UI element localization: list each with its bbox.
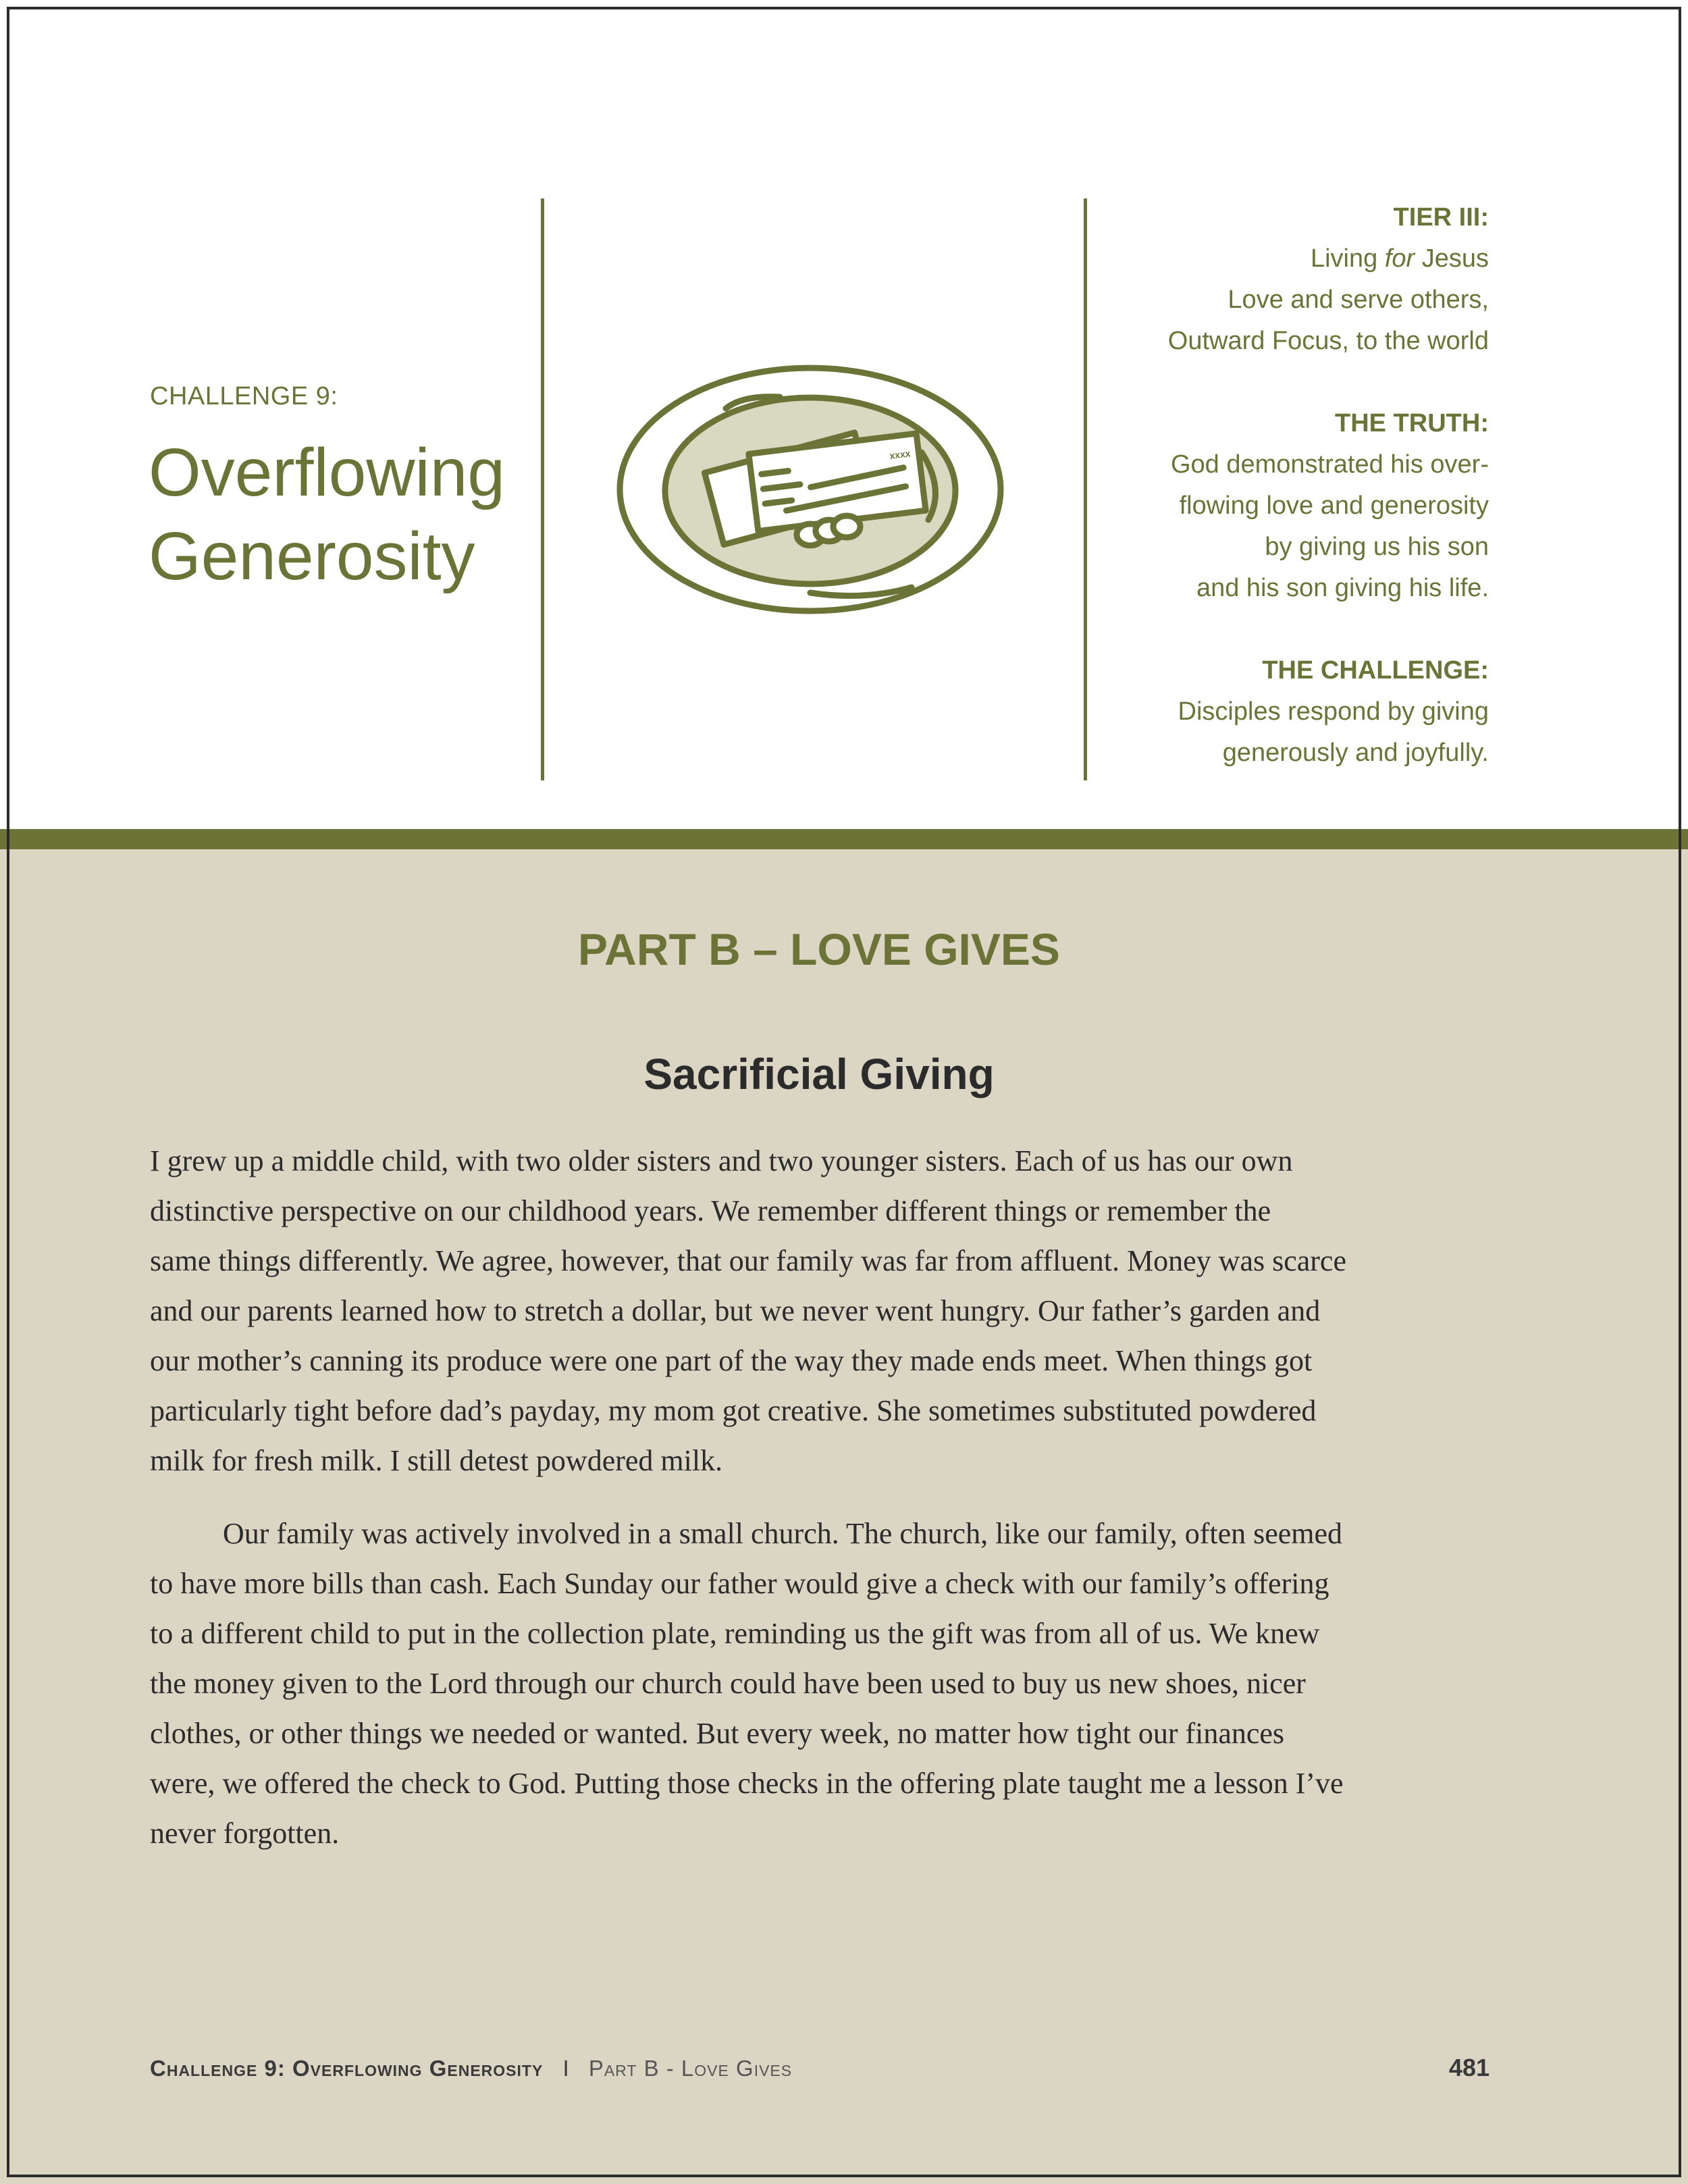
- title-line: Overflowing: [149, 435, 505, 510]
- text-line: and our parents learned how to stretch a dollar, but we never went hungry. Our father’s garden and: [150, 1294, 1321, 1327]
- footer-chapter: Challenge 9: Overflowing Generosity: [150, 2056, 544, 2081]
- footer-part: Part B - Love Gives: [588, 2056, 793, 2081]
- challenge-title: [149, 431, 505, 598]
- tier-heading: TIER III:: [1393, 203, 1489, 232]
- text-line: milk for fresh milk. I still detest powdered milk.: [150, 1444, 723, 1477]
- offering-plate-icon: [614, 358, 1006, 621]
- title-line: Generosity: [149, 518, 475, 594]
- text-line: clothes, or other things we needed or wanted. But every week, no matter how tight our finances: [150, 1717, 1285, 1750]
- footer-separator: I: [562, 2056, 569, 2081]
- tier-line: Living for Jesus: [1310, 244, 1489, 273]
- text-line: particularly tight before dad’s payday, my mom got creative. She sometimes substituted powdered: [150, 1394, 1317, 1427]
- truth-line: God demonstrated his over-: [1170, 450, 1489, 479]
- tier-line: Love and serve others,: [1228, 286, 1489, 314]
- text-line: were, we offered the check to God. Putting those checks in the offering plate taught me a lesson I’ve: [150, 1767, 1344, 1800]
- page-number: 481: [1448, 2054, 1489, 2081]
- challenge-line: generously and joyfully.: [1222, 739, 1489, 767]
- section-title: Sacrificial Giving: [643, 1050, 995, 1098]
- challenge-line: Disciples respond by giving: [1178, 697, 1489, 726]
- paragraph: [150, 1509, 1500, 1859]
- running-footer: [150, 2056, 792, 2081]
- text-line: I grew up a middle child, with two older sisters and two younger sisters. Each of us has our own: [150, 1144, 1293, 1177]
- paragraph: [150, 1136, 1500, 1486]
- vertical-divider: [1084, 198, 1087, 780]
- text-line: the money given to the Lord through our church could have been used to buy us new shoes, nicer: [150, 1667, 1306, 1700]
- check-mark-text: xxxx: [889, 448, 912, 461]
- text-line: Our family was actively involved in a small church. The church, like our family, often seemed: [223, 1517, 1343, 1550]
- text-line: to a different child to put in the collection plate, reminding us the gift was from all of us. We knew: [150, 1617, 1320, 1650]
- truth-heading: THE TRUTH:: [1335, 409, 1489, 437]
- part-title: PART B – LOVE GIVES: [578, 924, 1060, 974]
- text-line: our mother’s canning its produce were one part of the way they made ends meet. When things got: [150, 1344, 1313, 1377]
- text-line: to have more bills than cash. Each Sunday our father would give a check with our family’s offering: [150, 1567, 1329, 1600]
- truth-line: by giving us his son: [1265, 533, 1489, 561]
- section-band: [0, 829, 1688, 849]
- truth-line: flowing love and generosity: [1179, 491, 1489, 520]
- text-line: distinctive perspective on our childhood years. We remember different things or remember the: [150, 1194, 1271, 1227]
- challenge-label: CHALLENGE 9:: [150, 382, 338, 410]
- challenge-heading: THE CHALLENGE:: [1262, 656, 1489, 685]
- body-text: [150, 1136, 1500, 1859]
- tier-info: [1168, 197, 1489, 774]
- text-line: same things differently. We agree, however, that our family was far from affluent. Money was scarce: [150, 1244, 1346, 1277]
- text-line: never forgotten.: [150, 1817, 340, 1850]
- truth-line: and his son giving his life.: [1196, 574, 1489, 602]
- tier-line: Outward Focus, to the world: [1167, 327, 1489, 355]
- vertical-divider: [541, 198, 544, 780]
